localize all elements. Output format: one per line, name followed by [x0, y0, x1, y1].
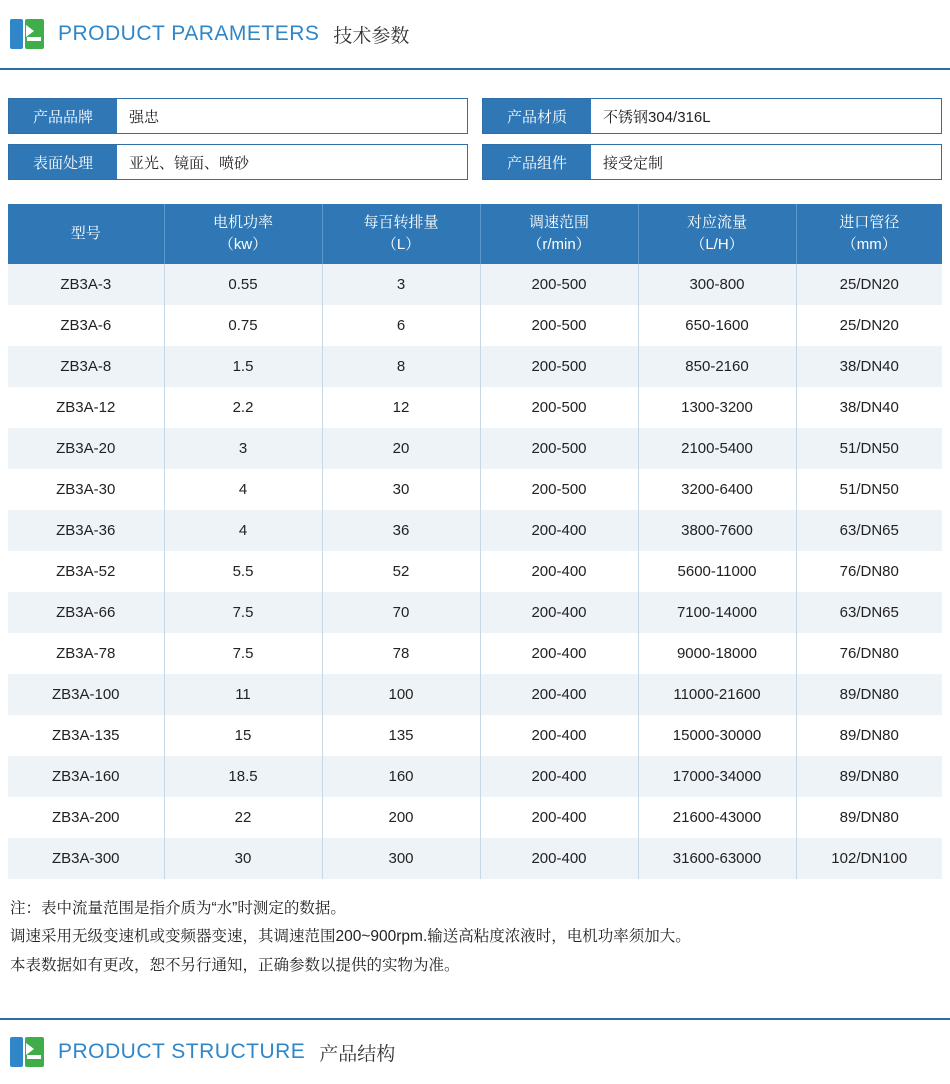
table-cell: 200-400 [480, 674, 638, 715]
parameters-table-head [8, 204, 942, 264]
table-cell: 30 [164, 838, 322, 879]
table-cell: 89/DN80 [796, 756, 942, 797]
table-cell: 200-400 [480, 797, 638, 838]
table-cell: 76/DN80 [796, 551, 942, 592]
table-cell: 650-1600 [638, 305, 796, 346]
table-cell: 3200-6400 [638, 469, 796, 510]
table-cell: ZB3A-3 [8, 264, 164, 305]
logo-left-block [10, 1037, 23, 1067]
info-label-material: 产品材质 [483, 99, 591, 133]
table-cell: 36 [322, 510, 480, 551]
table-column-header-line: （mm） [841, 235, 897, 253]
table-cell: 4 [164, 510, 322, 551]
table-cell: 63/DN65 [796, 510, 942, 551]
table-column-header-line: （r/min） [527, 235, 591, 253]
info-value-components: 接受定制 [591, 145, 941, 179]
table-cell: 2100-5400 [638, 428, 796, 469]
table-cell: 4 [164, 469, 322, 510]
parameters-table [8, 204, 942, 879]
table-cell: 1300-3200 [638, 387, 796, 428]
table-cell: ZB3A-12 [8, 387, 164, 428]
table-cell: 2.2 [164, 387, 322, 428]
table-column-header [638, 204, 796, 264]
table-row [8, 715, 942, 756]
table-cell: 3 [322, 264, 480, 305]
table-cell: 11 [164, 674, 322, 715]
info-value-surface-treatment: 亚光、镜面、喷砂 [117, 145, 467, 179]
table-cell: 7100-14000 [638, 592, 796, 633]
table-cell: 51/DN50 [796, 428, 942, 469]
table-cell: 1.5 [164, 346, 322, 387]
table-row [8, 346, 942, 387]
table-cell: ZB3A-36 [8, 510, 164, 551]
table-row [8, 756, 942, 797]
table-column-header-line: 进口管径 [839, 214, 900, 231]
table-column-header [8, 204, 164, 264]
table-cell: 30 [322, 469, 480, 510]
table-cell: 7.5 [164, 633, 322, 674]
info-label-brand: 产品品牌 [9, 99, 117, 133]
section-header-structure [0, 1020, 950, 1084]
table-cell: 78 [322, 633, 480, 674]
company-logo-icon [10, 1035, 44, 1069]
table-row [8, 428, 942, 469]
table-cell: 200-400 [480, 592, 638, 633]
table-column-header [322, 204, 480, 264]
section-header-parameters [0, 0, 950, 70]
table-row [8, 797, 942, 838]
table-cell: 52 [322, 551, 480, 592]
table-cell: ZB3A-30 [8, 469, 164, 510]
table-cell: 22 [164, 797, 322, 838]
table-column-header-line: 调速范围 [528, 214, 589, 231]
table-column-header-line: （kw） [218, 235, 268, 253]
table-cell: 200-500 [480, 305, 638, 346]
table-column-header-line: 电机功率 [212, 214, 273, 231]
table-cell: 200-500 [480, 469, 638, 510]
table-row [8, 387, 942, 428]
table-row [8, 674, 942, 715]
table-cell: 17000-34000 [638, 756, 796, 797]
table-cell: 3 [164, 428, 322, 469]
info-row-components [482, 144, 942, 180]
table-cell: 200-500 [480, 428, 638, 469]
table-cell: 850-2160 [638, 346, 796, 387]
table-column-header [796, 204, 942, 264]
table-cell: 38/DN40 [796, 387, 942, 428]
table-cell: 63/DN65 [796, 592, 942, 633]
table-cell: ZB3A-100 [8, 674, 164, 715]
table-cell: 102/DN100 [796, 838, 942, 879]
table-cell: 18.5 [164, 756, 322, 797]
table-cell: ZB3A-135 [8, 715, 164, 756]
table-cell: 38/DN40 [796, 346, 942, 387]
table-row [8, 305, 942, 346]
info-label-components: 产品组件 [483, 145, 591, 179]
table-cell: ZB3A-52 [8, 551, 164, 592]
table-cell: 31600-63000 [638, 838, 796, 879]
table-cell: 51/DN50 [796, 469, 942, 510]
section-title-en: PRODUCT PARAMETERS [58, 22, 320, 45]
table-row [8, 469, 942, 510]
table-cell: 135 [322, 715, 480, 756]
table-cell: 200-400 [480, 633, 638, 674]
info-value-material: 不锈钢304/316L [591, 99, 941, 133]
table-cell: 5.5 [164, 551, 322, 592]
table-cell: 15 [164, 715, 322, 756]
info-column-left [8, 98, 468, 190]
table-cell: 200-400 [480, 756, 638, 797]
table-row [8, 592, 942, 633]
table-column-header-line: （L） [381, 235, 421, 253]
product-info-boxes [8, 98, 942, 190]
logo-bar-shape [27, 37, 41, 41]
table-cell: 3800-7600 [638, 510, 796, 551]
table-cell: 200-400 [480, 838, 638, 879]
table-cell: 8 [322, 346, 480, 387]
table-column-header-line: 型号 [70, 224, 101, 242]
table-row [8, 633, 942, 674]
table-cell: 300-800 [638, 264, 796, 305]
logo-arrow-shape [26, 1043, 34, 1055]
table-cell: 200-400 [480, 551, 638, 592]
table-column-header [480, 204, 638, 264]
table-cell: 89/DN80 [796, 797, 942, 838]
table-header-row [8, 204, 942, 264]
table-cell: 15000-30000 [638, 715, 796, 756]
table-cell: ZB3A-20 [8, 428, 164, 469]
table-cell: 9000-18000 [638, 633, 796, 674]
table-cell: 25/DN20 [796, 264, 942, 305]
table-cell: 76/DN80 [796, 633, 942, 674]
table-cell: 5600-11000 [638, 551, 796, 592]
table-cell: 20 [322, 428, 480, 469]
table-cell: ZB3A-66 [8, 592, 164, 633]
table-cell: 200-400 [480, 510, 638, 551]
company-logo-icon [10, 17, 44, 51]
note-line: 注：表中流量范围是指介质为“水”时测定的数据。 [10, 899, 346, 917]
logo-arrow-shape [26, 25, 34, 37]
table-cell: 7.5 [164, 592, 322, 633]
section-title-cn: 产品结构 [319, 1043, 396, 1065]
table-cell: 200 [322, 797, 480, 838]
table-cell: 89/DN80 [796, 715, 942, 756]
info-column-right [482, 98, 942, 190]
table-column-header-line: 对应流量 [686, 214, 747, 231]
note-line: 调速采用无级变速机或变频器变速，其调速范围200~900rpm.输送高粘度浓液时，电机功率须加大。 [10, 928, 691, 946]
table-cell: 21600-43000 [638, 797, 796, 838]
table-column-header [164, 204, 322, 264]
info-row-material [482, 98, 942, 134]
table-cell: 100 [322, 674, 480, 715]
table-cell: 12 [322, 387, 480, 428]
parameters-table-body [8, 264, 942, 879]
table-cell: ZB3A-200 [8, 797, 164, 838]
table-cell: ZB3A-300 [8, 838, 164, 879]
note-line: 本表数据如有更改，恕不另行通知，正确参数以提供的实物为准。 [10, 956, 460, 974]
info-label-surface-treatment: 表面处理 [9, 145, 117, 179]
table-column-header-line: （L/H） [690, 235, 744, 253]
table-cell: 300 [322, 838, 480, 879]
section-title-cn: 技术参数 [333, 25, 410, 47]
table-row [8, 510, 942, 551]
table-cell: 11000-21600 [638, 674, 796, 715]
table-cell: 6 [322, 305, 480, 346]
table-cell: 200-500 [480, 387, 638, 428]
info-value-brand: 强忠 [117, 99, 467, 133]
table-cell: ZB3A-160 [8, 756, 164, 797]
table-cell: 25/DN20 [796, 305, 942, 346]
table-cell: 70 [322, 592, 480, 633]
table-cell: 89/DN80 [796, 674, 942, 715]
table-cell: 200-500 [480, 264, 638, 305]
table-column-header-line: 每百转排量 [363, 214, 439, 231]
table-cell: 0.75 [164, 305, 322, 346]
info-row-surface-treatment [8, 144, 468, 180]
table-notes [10, 895, 940, 981]
table-cell: 0.55 [164, 264, 322, 305]
table-row [8, 264, 942, 305]
table-cell: 200-400 [480, 715, 638, 756]
logo-bar-shape [27, 1055, 41, 1059]
table-cell: 200-500 [480, 346, 638, 387]
table-cell: ZB3A-6 [8, 305, 164, 346]
table-row [8, 551, 942, 592]
table-cell: ZB3A-78 [8, 633, 164, 674]
info-row-brand [8, 98, 468, 134]
logo-left-block [10, 19, 23, 49]
table-cell: ZB3A-8 [8, 346, 164, 387]
section-title-en: PRODUCT STRUCTURE [58, 1040, 306, 1063]
table-row [8, 838, 942, 879]
section-header-structure-wrap [0, 1018, 950, 1084]
table-cell: 160 [322, 756, 480, 797]
